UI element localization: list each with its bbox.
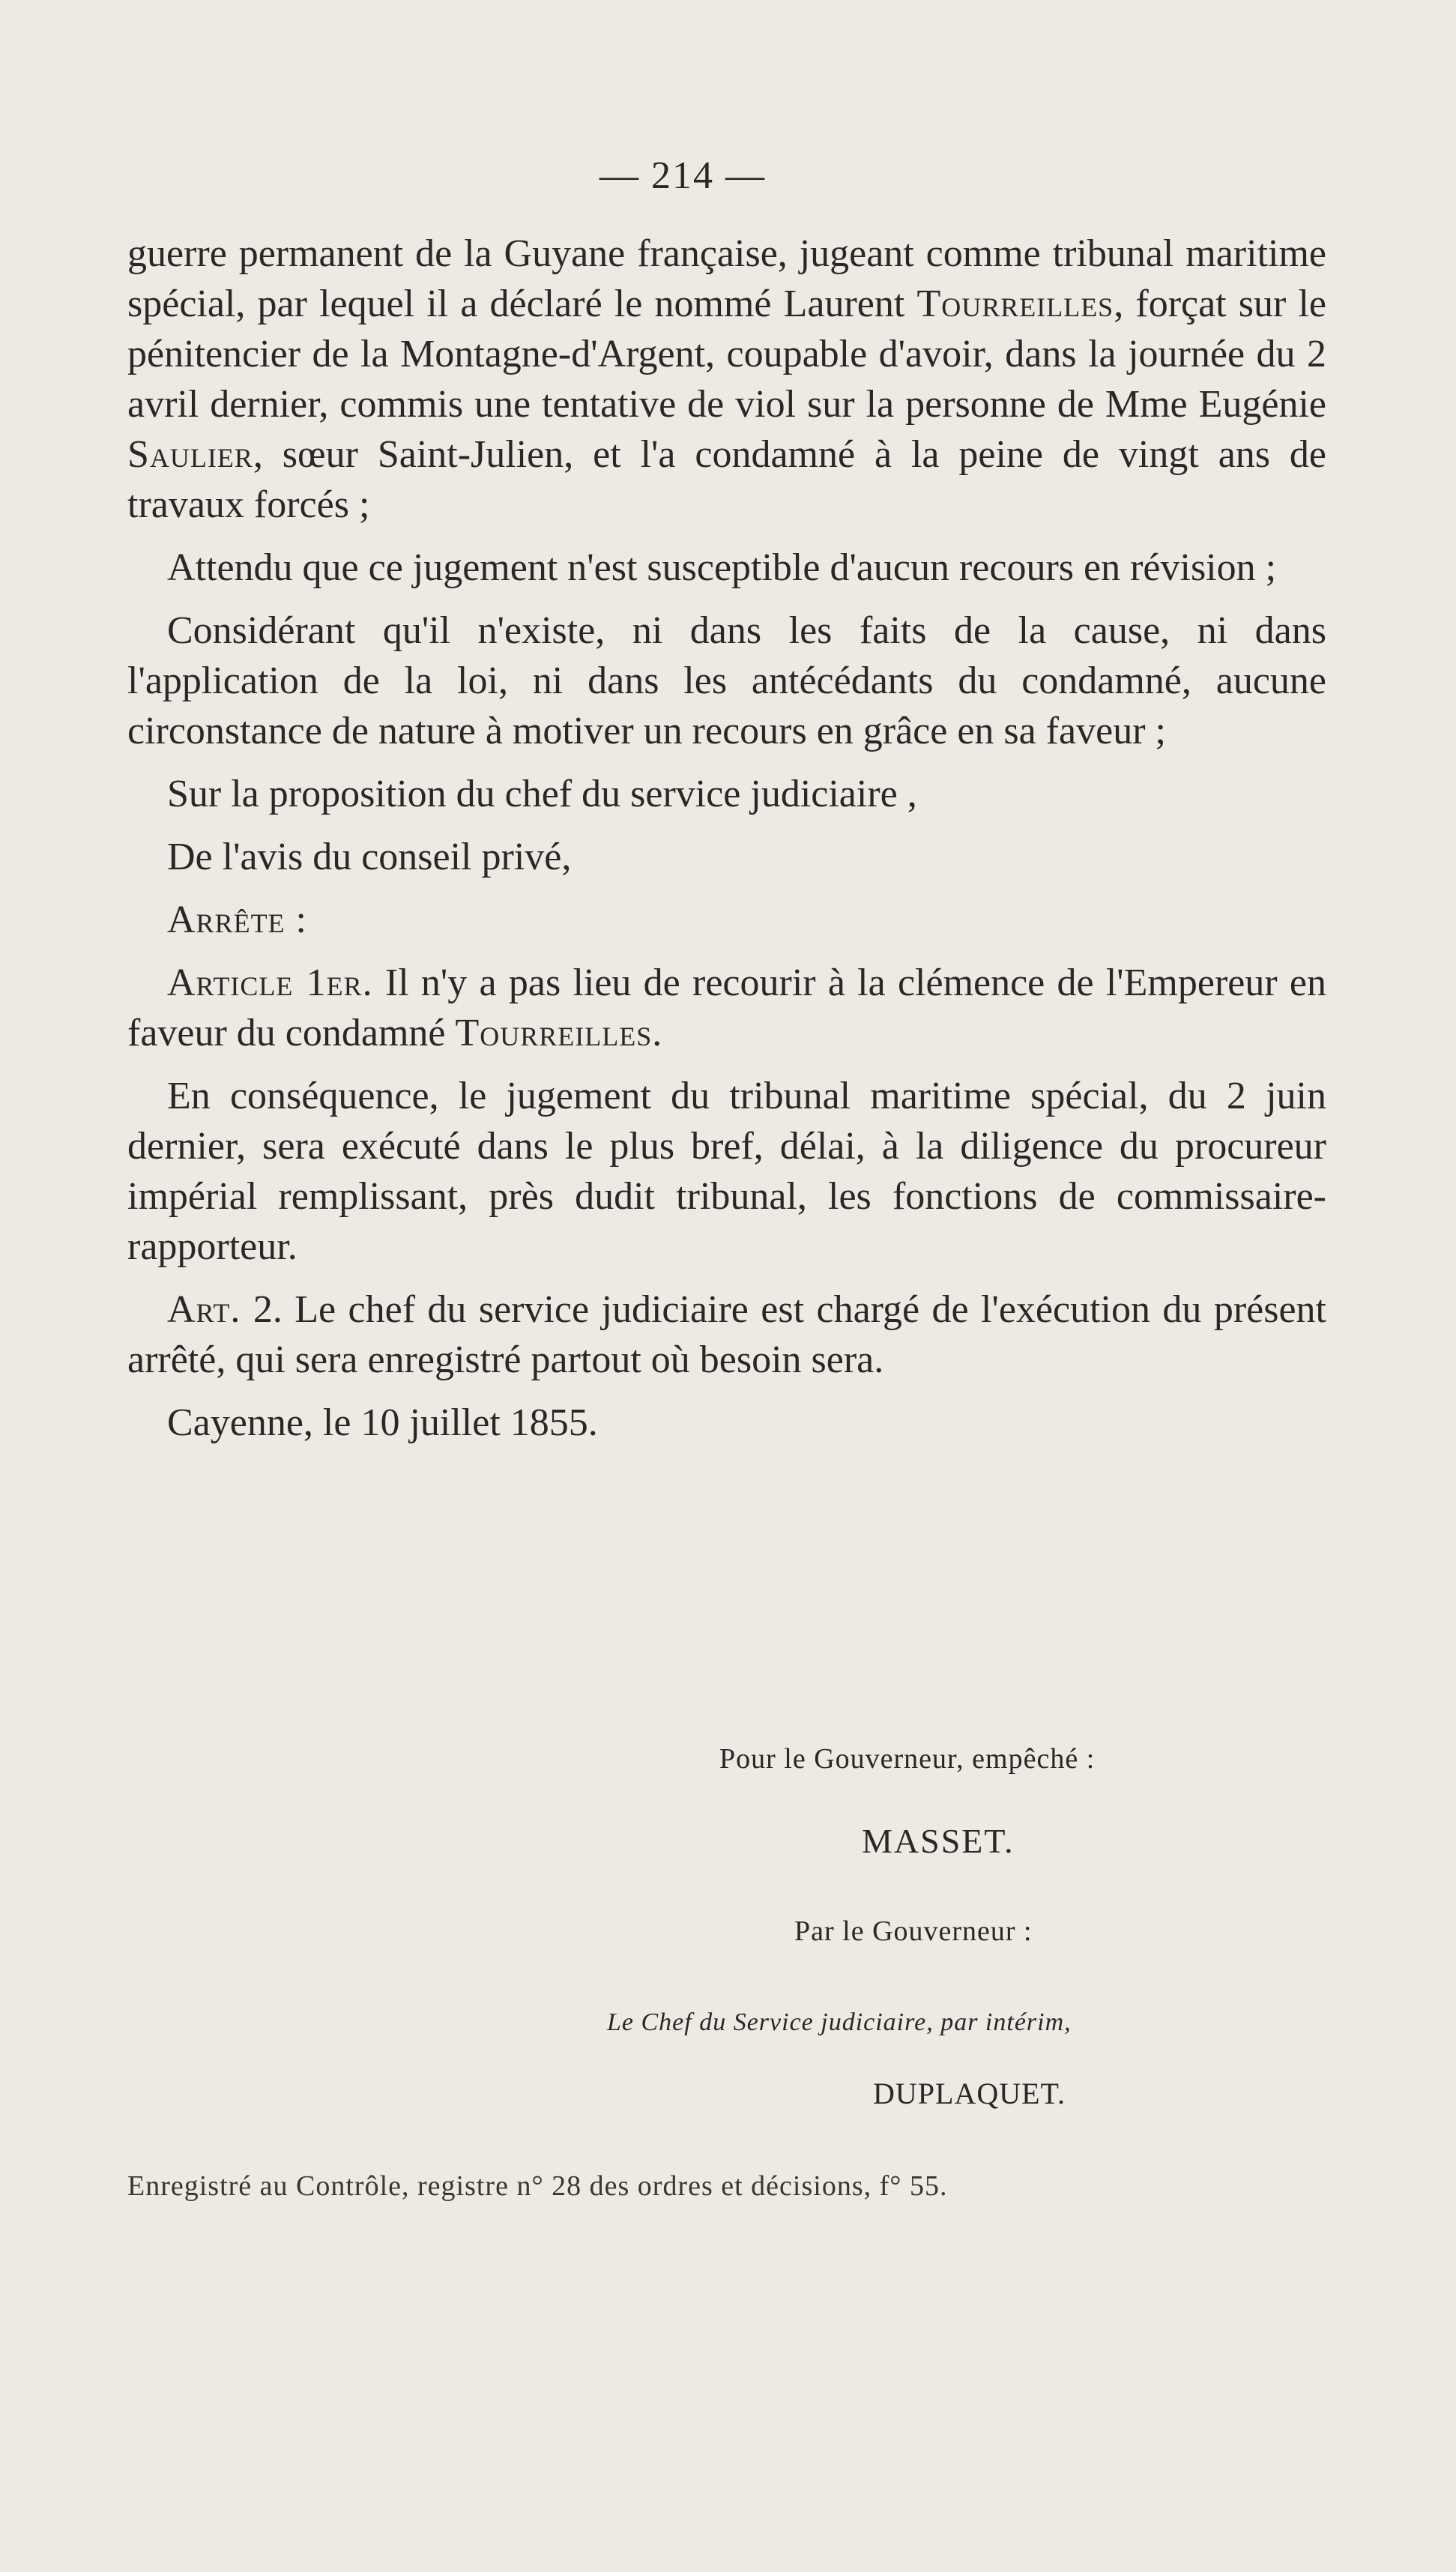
paragraph-proposition [127, 769, 1326, 819]
name-tourreilles: Tourreilles. [455, 1012, 663, 1054]
signature-duplaquet: DUPLAQUET. [873, 2077, 1066, 2110]
paragraph-avis [127, 832, 1326, 882]
text-run: Il n'y a pas lieu de recourir à la clémence de l'Empereur en faveur du condamné [127, 962, 1327, 1054]
article-label: Article 1er. [167, 962, 373, 1004]
text-run: , forçat sur le pénitencier de la Montagne-d'Argent, coupable d'avoir, dans la journée du 2 avril dernier, commis une tentative de viol sur la personne de Mme Eugénie [127, 283, 1326, 426]
page-number: — 214 — [599, 154, 766, 197]
paragraph-attendu [127, 543, 1326, 593]
text-run: , sœur Saint-Julien, et l'a condamné à la peine de vingt ans de travaux forcés ; [127, 433, 1326, 526]
paragraph-article-1 [127, 958, 1326, 1058]
signature-chef-service: Le Chef du Service judiciaire, par intérim, [607, 2008, 1072, 2036]
registration-note: Enregistré au Contrôle, registre n° 28 des ordres et décisions, f° 55. [127, 2170, 948, 2202]
name-tourreilles: Tourreilles [916, 283, 1114, 325]
text-run: Considérant qu'il n'existe, ni dans les faits de la cause, ni dans l'application de la loi, ni dans les antécédants du condamné, aucune circonstance de nature à motiver un recours en grâce en sa faveur ; [127, 609, 1326, 752]
arrete-heading: Arrête : [167, 899, 307, 941]
paragraph-consequence [127, 1071, 1326, 1272]
text-run: 2. Le chef du service judiciaire est chargé de l'exécution du présent arrêté, qui sera enregistré partout où besoin sera. [127, 1288, 1326, 1381]
text-run: De l'avis du conseil privé, [167, 836, 572, 878]
signature-pour-gouverneur: Pour le Gouverneur, empêché : [719, 1743, 1096, 1775]
article-label: Art. [167, 1288, 241, 1331]
paragraph-considerant [127, 606, 1326, 756]
signature-par-gouverneur: Par le Gouverneur : [794, 1916, 1033, 1947]
text-run: guerre permanent de la Guyane française, jugeant comme tribunal maritime spécial, par lequel il a déclaré le nommé Laurent [127, 232, 1326, 325]
name-saulier: Saulier [127, 433, 253, 476]
text-run: Sur la proposition du chef du service judiciaire , [167, 773, 917, 815]
text-run: En conséquence, le jugement du tribunal maritime spécial, du 2 juin dernier, sera exécuté dans le plus bref, délai, à la diligence du procureur impérial remplissant, près dudit tribunal, les fonctions de commissaire-rapporteur. [127, 1075, 1326, 1268]
place-date: Cayenne, le 10 juillet 1855. [167, 1401, 598, 1444]
text-run: Attendu que ce jugement n'est susceptible d'aucun recours en révision ; [167, 546, 1277, 589]
paragraph-arrete [127, 895, 1326, 945]
main-text [127, 229, 1326, 1448]
signature-masset: MASSET. [862, 1822, 1015, 1860]
paragraph-article-2 [127, 1285, 1326, 1385]
paragraph-intro [127, 229, 1326, 530]
